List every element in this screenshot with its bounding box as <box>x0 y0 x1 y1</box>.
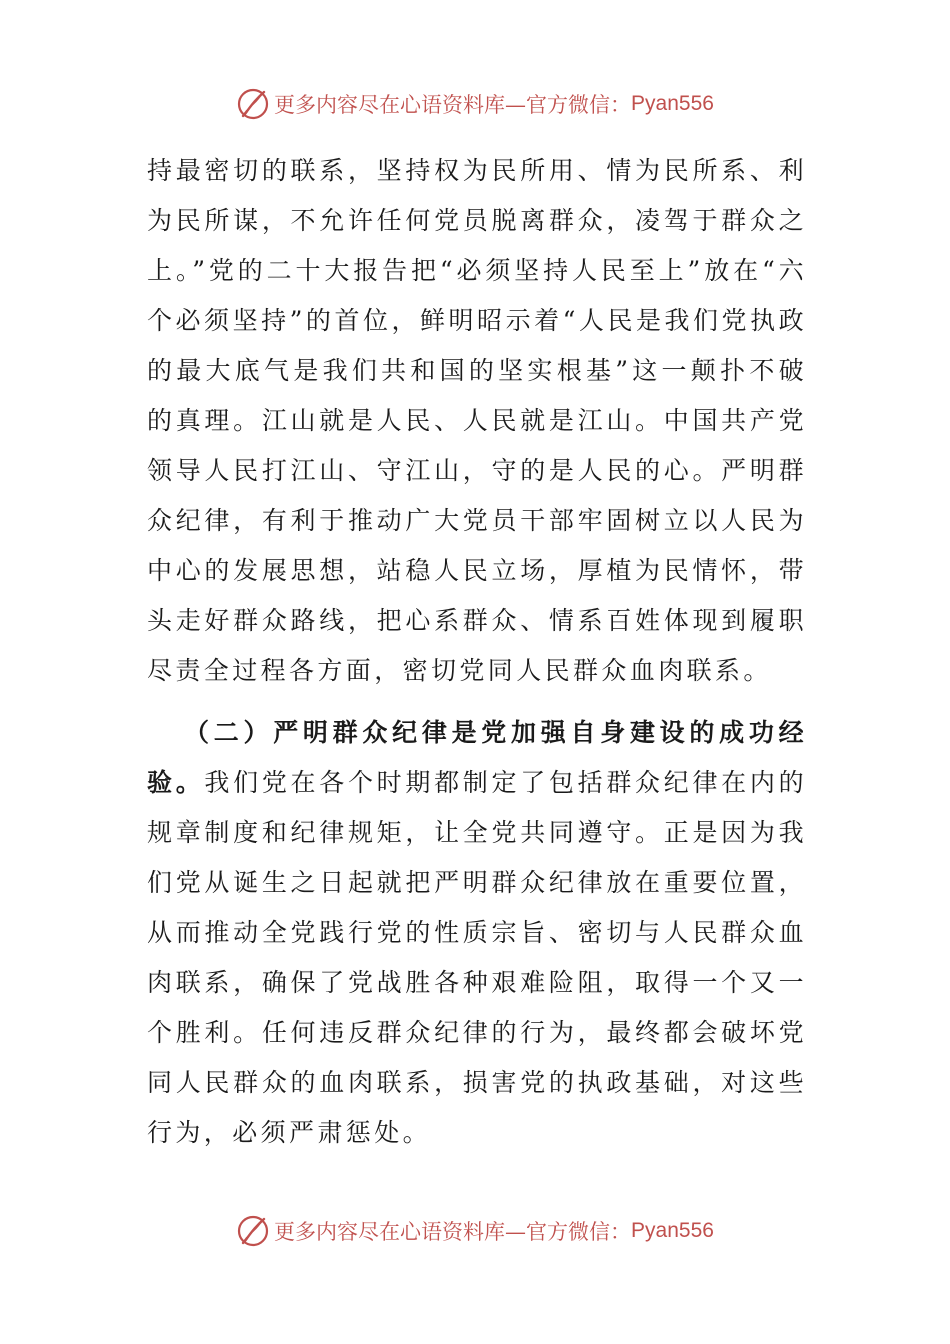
paragraph-1: 持最密切的联系，坚持权为民所用、情为民所系、利为民所谋，不允许任何党员脱离群众，凌驾于群众之上。”党的二十大报告把“必须坚持人民至上”放在“六个必须坚持”的首位，鲜明昭示着“人民是我们党执政的最大底气是我们共和国的坚实根基”这一颠扑不破的真理。江山就是人民、人民就是江山。中国共产党领导人民打江山、守江山，守的是人民的心。严明群众纪律，有利于推动广大党员干部牢固树立以人民为中心的发展思想，站稳人民立场，厚植为民情怀，带头走好群众路线，把心系群众、情系百姓体现到履职尽责全过程各方面，密切党同人民群众血肉联系。 <box>147 156 807 685</box>
document-body <box>147 146 807 1158</box>
header-banner <box>0 82 950 126</box>
quill-pen-logo-icon <box>236 1214 270 1248</box>
banner-wechat-handle: Pyan556 <box>631 92 714 115</box>
footer-banner <box>0 1209 950 1253</box>
quill-pen-logo-icon <box>236 87 270 121</box>
banner-wechat-handle: Pyan556 <box>631 1219 714 1242</box>
banner-text: 更多内容尽在心语资料库—官方微信： <box>274 93 632 117</box>
paragraph-2 <box>147 708 807 1158</box>
section-heading: （二）严明群众纪律是党加强自身建设的成功经验。 <box>147 718 807 797</box>
paragraph-2-text: 我们党在各个时期都制定了包括群众纪律在内的规章制度和纪律规矩，让全党共同遵守。正是因为我们党从诞生之日起就把严明群众纪律放在重要位置，从而推动全党践行党的性质宗旨、密切与人民群众血肉联系，确保了党战胜各种艰难险阻，取得一个又一个胜利。任何违反群众纪律的行为，最终都会破坏党同人民群众的血肉联系，损害党的执政基础，对这些行为，必须严肃惩处。 <box>147 768 807 1147</box>
banner-text: 更多内容尽在心语资料库—官方微信： <box>274 1220 632 1244</box>
